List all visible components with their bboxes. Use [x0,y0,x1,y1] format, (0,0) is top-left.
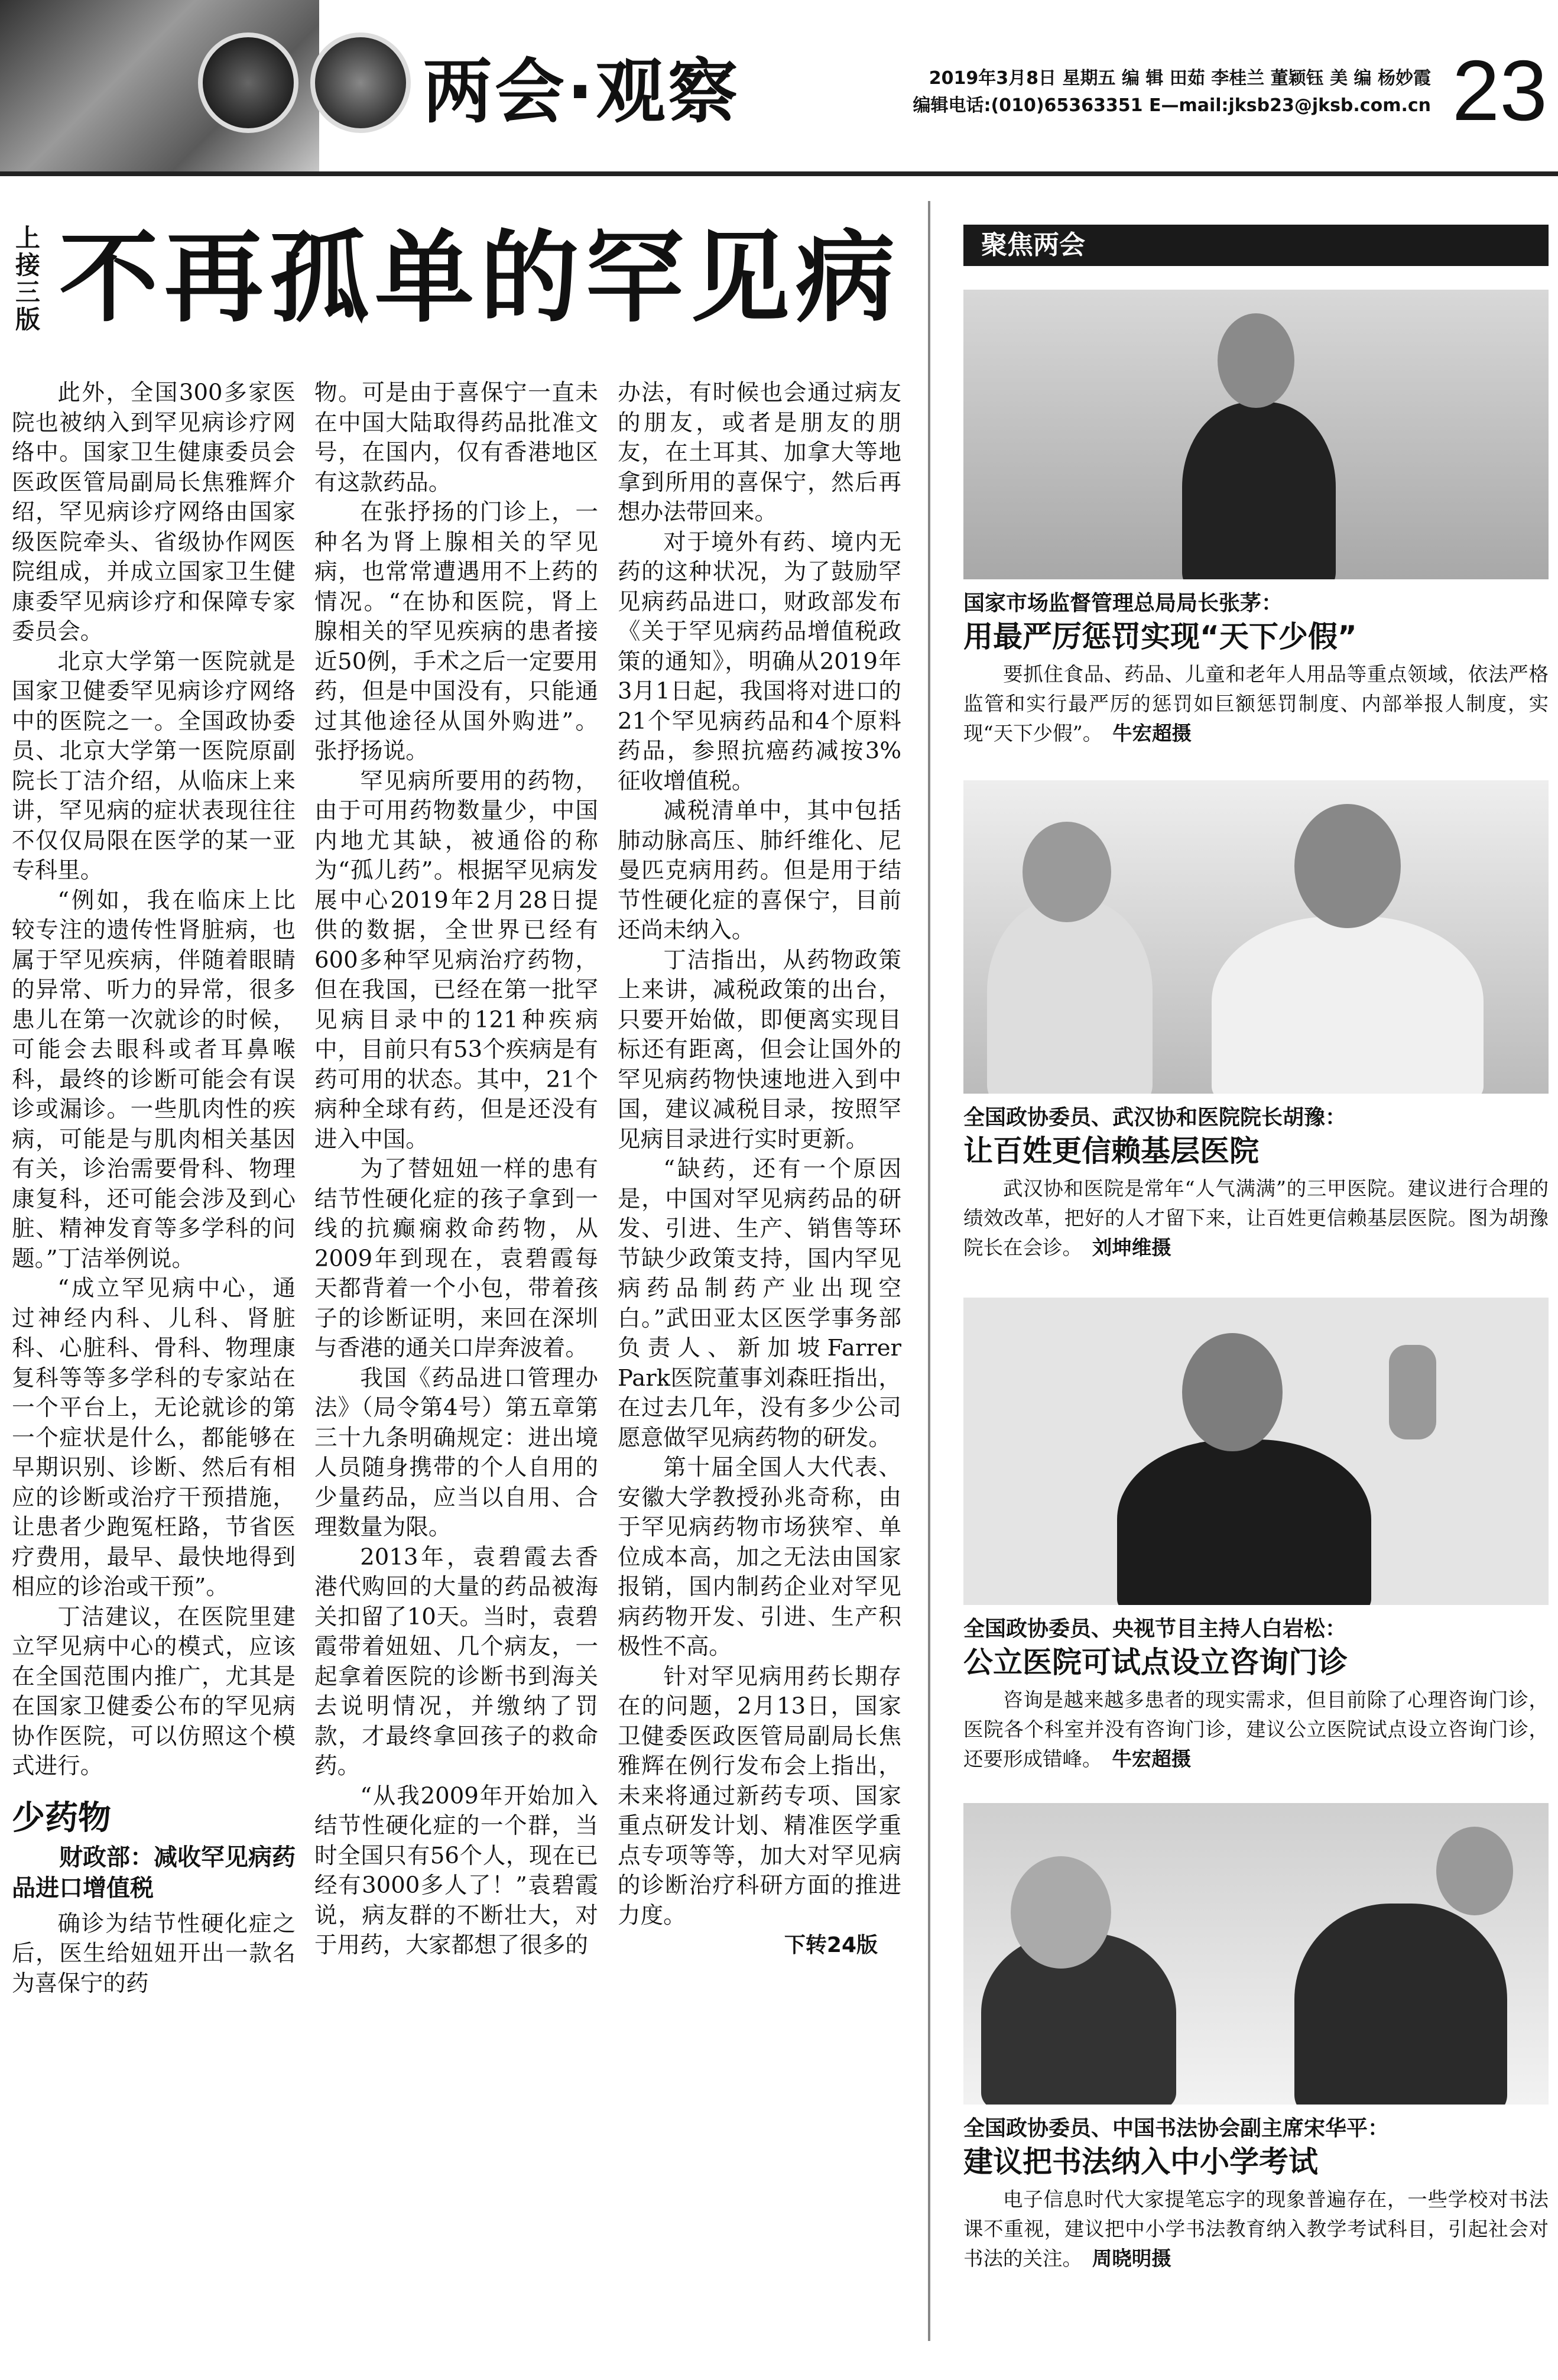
subheading: 少药物 [12,1798,111,1837]
column-divider [928,201,930,2341]
sidebar-item-body: 要抓住食品、药品、儿童和老年人用品等重点领域，依法严格监管和实行最严厉的惩罚如巨额惩罚制度、内部举报人制度，实现“天下少假”。 牛宏超摄 [963,663,1549,745]
paragraph: 第十届全国人大代表、安徽大学教授孙兆奇称，由于罕见病药物市场狭窄、单位成本高，加之无法由国家报销，国内制药企业对罕见病药物开发、引进、生产积极性不高。 [618,1454,901,1660]
article-column-1 [12,378,296,1999]
photo-credit: 刘坤维摄 [1092,1236,1171,1259]
paragraph: “例如，我在临床上比较专注的遗传性肾脏病，也属于罕见疾病，伴随着眼睛的异常、听力的异常，很多患儿在第一次就诊的时候，可能会去眼科或者耳鼻喉科，最终的诊断可能会有误诊或漏诊。一些肌肉性的疾病，可能是与肌肉相关基因有关，诊治需要骨科、物理康复科，还可能会涉及到心脏、精神发育等多学科的问题。”丁洁举例说。 [12,887,296,1272]
photo-credit: 牛宏超摄 [1112,1747,1192,1771]
paragraph: “成立罕见病中心，通过神经内科、儿科、肾脏科、心脏科、骨科、物理康复科等等多学科的专家站在一个平台上，无论就诊的第一个症状是什么，都能够在早期识别、诊断、然后有相应的诊断或治疗干预措施，让患者少跑冤枉路，节省医疗费用，最早、最快地得到相应的诊治或干预”。 [12,1275,296,1600]
paragraph: 丁洁建议，在医院里建立罕见病中心的模式，应该在全国范围内推广，尤其是在国家卫健委公布的罕见病协作医院，可以仿照这个模式进行。 [12,1603,296,1779]
continued-tag: 上接三版 [15,223,40,334]
paragraph: 丁洁指出，从药物政策上来讲，减税政策的出台，只要开始做，即便离实现目标还有距离，但会让国外的罕见病药物快速地进入到中国，建议减税目录，按照罕见病目录进行实时更新。 [618,946,901,1153]
paragraph: 北京大学第一医院就是国家卫健委罕见病诊疗网络中的医院之一。全国政协委员、北京大学第一医院原副院长丁洁介绍，从临床上来讲，罕见病的症状表现往往不仅仅局限在医学的某一亚专科里。 [12,648,296,884]
news-photo [963,1803,1549,2105]
continued-on-page: 下转24版 [784,1933,878,1957]
article-column-3 [618,378,901,1960]
cppcc-emblem-icon [310,33,411,133]
subheading-secondary: 财政部：减收罕见病药品进口增值税 [12,1843,296,1902]
news-photo [963,290,1549,579]
paragraph: 为了替妞妞一样的患有结节性硬化症的孩子拿到一线的抗癫痫救命药物，从2009年到现在，袁碧霞每天都背着一个小包，带着孩子的诊断证明，来回在深圳与香港的通关口岸奔波着。 [314,1156,598,1361]
photo-caption: 全国政协委员、央视节目主持人白岩松： [963,1617,1347,1641]
article-headline: 不再孤单的罕见病 [59,220,901,336]
editor-info [913,65,1431,119]
paragraph: 物。可是由于喜保宁一直未在中国大陆取得药品批准文号，在国内，仅有香港地区有这款药品。 [314,380,598,496]
masthead [0,0,1558,177]
news-photo [963,780,1549,1094]
news-photo [963,1298,1549,1605]
photo-credit: 周晓明摄 [1092,2247,1171,2270]
page-number: 23 [1452,43,1547,138]
sidebar-item [963,1803,1549,2274]
national-emblem-icon [198,33,298,133]
paragraph: 罕见病所要用的药物，由于可用药物数量少，中国内地尤其缺，被通俗的称为“孤儿药”。根据罕见病发展中心2019年2月28日提供的数据，全世界已经有600多种罕见病治疗药物，但在我国，已经在第一批罕见病目录中的121种疾病中，目前只有53个疾病是有药可用的状态。其中，21个病种全球有药，但是还没有进入中国。 [314,767,598,1153]
photo-caption: 全国政协委员、中国书法协会副主席宋华平： [963,2116,1390,2141]
photo-caption: 国家市场监督管理总局局长张茅： [963,591,1283,615]
editor-line: 2019年3月8日 星期五 编 辑 田茹 李桂兰 董颖钰 美 编 杨妙霞 [929,68,1431,89]
paragraph: 针对罕见病用药长期存在的问题，2月13日，国家卫健委医政医管局副局长焦雅辉在例行发布会上指出，未来将通过新药专项、国家重点研发计划、精准医学重点专项等等，加大对罕见病的诊断治疗科研方面的推进力度。 [618,1663,901,1929]
sidebar-item-body: 电子信息时代大家提笔忘字的现象普遍存在，一些学校对书法课不重视，建议把中小学书法教育纳入教学考试科目，引起社会对书法的关注。 周晓明摄 [963,2188,1549,2270]
paragraph: 确诊为结节性硬化症之后，医生给妞妞开出一款名为喜保宁的药 [12,1910,296,1997]
sidebar-item-title: 用最严厉惩罚实现“天下少假” [963,620,1357,654]
paragraph: 此外，全国300多家医院也被纳入到罕见病诊疗网络中。国家卫生健康委员会医政医管局副局长焦雅辉介绍，罕见病诊疗网络由国家级医院牵头、省级协作网医院组成，并成立国家卫生健康委罕见病诊疗和保障专家委员会。 [12,380,296,645]
contact-line: 编辑电话:(010)65363351 E—mail:jksb23@jksb.com.cn [913,95,1431,116]
paragraph: 减税清单中，其中包括肺动脉高压、肺纤维化、尼曼匹克病用药。但是用于结节性硬化症的喜保宁，目前还尚未纳入。 [618,797,901,943]
photo-credit: 牛宏超摄 [1112,722,1192,745]
sidebar-item-body: 咨询是越来越多患者的现实需求，但目前除了心理咨询门诊，医院各个科室并没有咨询门诊，建议公立医院试点设立咨询门诊，还要形成错峰。 牛宏超摄 [963,1688,1549,1771]
paragraph: 对于境外有药、境内无药的这种状况，为了鼓励罕见病药品进口，财政部发布《关于罕见病药品增值税政策的通知》，明确从2019年3月1日起，我国将对进口的21个罕见病药品和4个原料药品，参照抗癌药减按3%征收增值税。 [618,528,901,795]
paragraph: 在张抒扬的门诊上，一种名为肾上腺相关的罕见病，也常常遭遇用不上药的情况。“在协和医院，肾上腺相关的罕见疾病的患者接近50例，手术之后一定要用药，但是中国没有，只能通过其他途径从国外购进”。张抒扬说。 [314,499,598,764]
photo-caption: 全国政协委员、武汉协和医院院长胡豫： [963,1105,1347,1130]
paragraph: “从我2009年开始加入结节性硬化症的一个群，当时全国只有56个人，现在已经有3000多人了！”袁碧霞说，病友群的不断壮大，对于用药，大家都想了很多的 [314,1782,598,1959]
sidebar-item [963,780,1549,1263]
sidebar-item-title: 建议把书法纳入中小学考试 [963,2145,1318,2179]
sidebar-item-body: 武汉协和医院是常年“人气满满”的三甲医院。建议进行合理的绩效改革，把好的人才留下来，让百姓更信赖基层医院。图为胡豫院长在会诊。 刘坤维摄 [963,1177,1549,1259]
paragraph: “缺药，还有一个原因是，中国对罕见病药品的研发、引进、生产、销售等环节缺少政策支持，国内罕见病药品制药产业出现空白。”武田亚太区医学事务部负责人、新加坡Farrer Park医院董事刘森旺指出，在过去几年，没有多少公司愿意做罕见病药物的研发。 [618,1156,901,1451]
sidebar-item-title: 让百姓更信赖基层医院 [963,1134,1259,1168]
paragraph: 我国《药品进口管理办法》（局令第4号）第五章第三十九条明确规定：进出境人员随身携带的个人自用的少量药品，应当以自用、合理数量为限。 [314,1364,598,1541]
sidebar-item [963,1298,1549,1774]
article-column-2 [314,378,598,1961]
paragraph: 办法，有时候也会通过病友的朋友，或者是朋友的朋友，在土耳其、加拿大等地拿到所用的喜保宁，然后再想办法带回来。 [618,380,901,526]
masthead-rule [0,171,1558,176]
sidebar-item [963,290,1549,748]
sidebar-item-title: 公立医院可试点设立咨询门诊 [963,1645,1348,1679]
paragraph: 2013年，袁碧霞去香港代购回的大量的药品被海关扣留了10天。当时，袁碧霞带着妞妞、几个病友，一起拿着医院的诊断书到海关去说明情况，并缴纳了罚款，才最终拿回孩子的救命药。 [314,1544,598,1779]
section-title: 两会·观察 [423,51,740,132]
sidebar-header: 聚焦两会 [963,225,1549,266]
